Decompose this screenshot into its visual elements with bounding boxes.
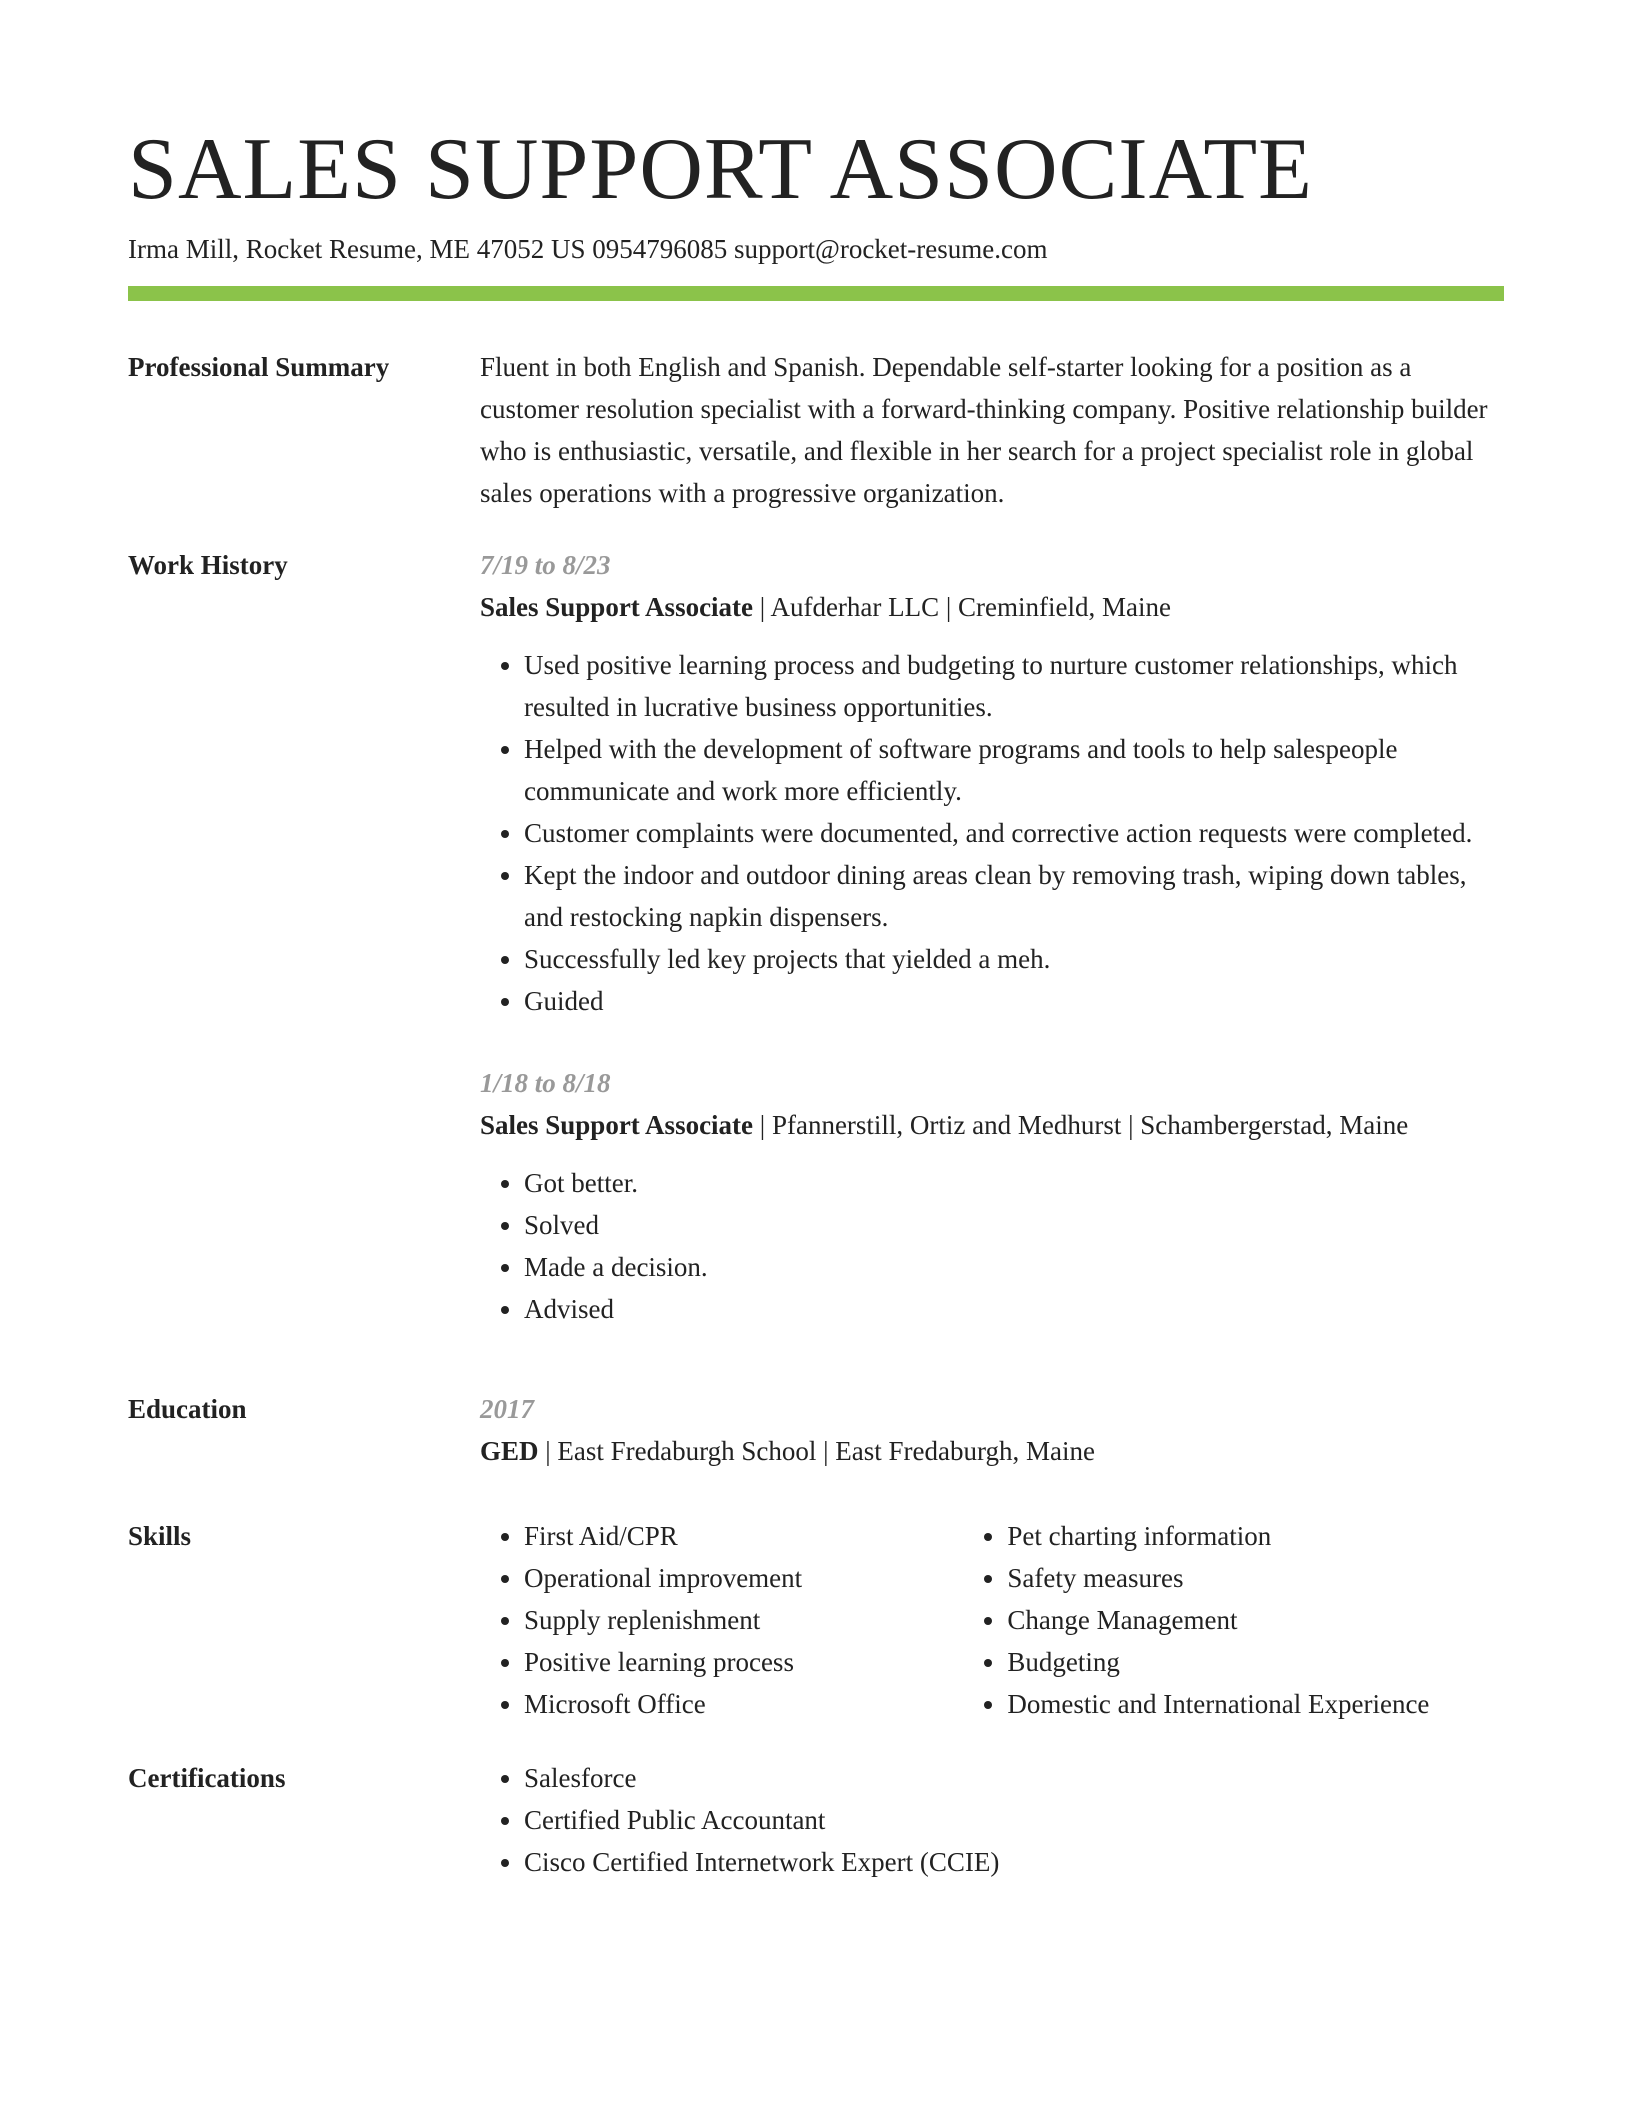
section-work-history <box>128 544 1504 1330</box>
education-heading <box>480 1430 1504 1472</box>
list-item: • Guided <box>524 980 1504 1022</box>
section-education <box>128 1388 1504 1472</box>
list-item: • Successfully led key projects that yielded a meh. <box>524 938 1504 980</box>
accent-rule <box>128 286 1504 301</box>
list-item: • Certified Public Accountant <box>524 1799 1504 1841</box>
list-item: • Supply replenishment <box>524 1599 963 1641</box>
job-bullets <box>480 644 1504 1022</box>
list-item: • Kept the indoor and outdoor dining areas clean by removing trash, wiping down tables, and restocking napkin dispensers. <box>524 854 1504 938</box>
list-item: • Made a decision. <box>524 1246 1504 1288</box>
job-details: | Pfannerstill, Ortiz and Medhurst | Schambergerstad, Maine <box>753 1110 1409 1140</box>
list-item: • Salesforce <box>524 1757 1504 1799</box>
list-item: • Cisco Certified Internetwork Expert (CCIE) <box>524 1841 1504 1883</box>
education-degree: GED <box>480 1436 539 1466</box>
list-item: • Budgeting <box>1007 1641 1504 1683</box>
skills-column-1 <box>480 1515 963 1725</box>
list-item: • Got better. <box>524 1162 1504 1204</box>
job-entry <box>480 544 1504 1022</box>
job-title: Sales Support Associate <box>480 592 754 622</box>
job-entry <box>480 1062 1504 1330</box>
contact-line: Irma Mill, Rocket Resume, ME 47052 US 0954796085 support@rocket-resume.com <box>128 234 1048 264</box>
skills-column-2 <box>963 1515 1504 1725</box>
certifications-list <box>480 1757 1504 1883</box>
list-item: • First Aid/CPR <box>524 1515 963 1557</box>
list-item: • Pet charting information <box>1007 1515 1504 1557</box>
list-item: • Helped with the development of software programs and tools to help salespeople communicate and work more efficiently. <box>524 728 1504 812</box>
section-label-work: Work History <box>128 550 288 580</box>
list-item: • Customer complaints were documented, and corrective action requests were completed. <box>524 812 1504 854</box>
resume-title: SALES SUPPORT ASSOCIATE <box>128 121 1313 218</box>
job-title: Sales Support Associate <box>480 1110 754 1140</box>
job-date: 1/18 to 8/18 <box>480 1068 611 1098</box>
section-skills <box>128 1515 1504 1725</box>
section-certifications <box>128 1757 1504 1883</box>
education-date: 2017 <box>480 1394 534 1424</box>
list-item: • Positive learning process <box>524 1641 963 1683</box>
list-item: • Advised <box>524 1288 1504 1330</box>
list-item: • Solved <box>524 1204 1504 1246</box>
list-item: • Used positive learning process and budgeting to nurture customer relationships, which resulted in lucrative business opportunities. <box>524 644 1504 728</box>
job-heading <box>480 1104 1504 1146</box>
section-label-summary: Professional Summary <box>128 352 390 382</box>
list-item: • Microsoft Office <box>524 1683 963 1725</box>
list-item: • Domestic and International Experience <box>1007 1683 1504 1725</box>
section-label-certifications: Certifications <box>128 1763 286 1793</box>
job-bullets <box>480 1162 1504 1330</box>
education-details: | East Fredaburgh School | East Fredaburgh, Maine <box>538 1436 1095 1466</box>
job-date: 7/19 to 8/23 <box>480 550 611 580</box>
section-summary <box>128 346 1504 514</box>
list-item: • Operational improvement <box>524 1557 963 1599</box>
list-item: • Change Management <box>1007 1599 1504 1641</box>
section-label-skills: Skills <box>128 1521 192 1551</box>
list-item: • Safety measures <box>1007 1557 1504 1599</box>
job-heading <box>480 586 1504 628</box>
summary-text: Fluent in both English and Spanish. Dependable self-starter looking for a position as a customer resolution specialist with a forward-thinking company. Positive relationship builder who is enthusiastic, versatile, and flexible in her search for a project specialist role in global sales operations with a progressive organization. <box>480 352 1488 508</box>
section-label-education: Education <box>128 1394 247 1424</box>
job-details: | Aufderhar LLC | Creminfield, Maine <box>753 592 1171 622</box>
